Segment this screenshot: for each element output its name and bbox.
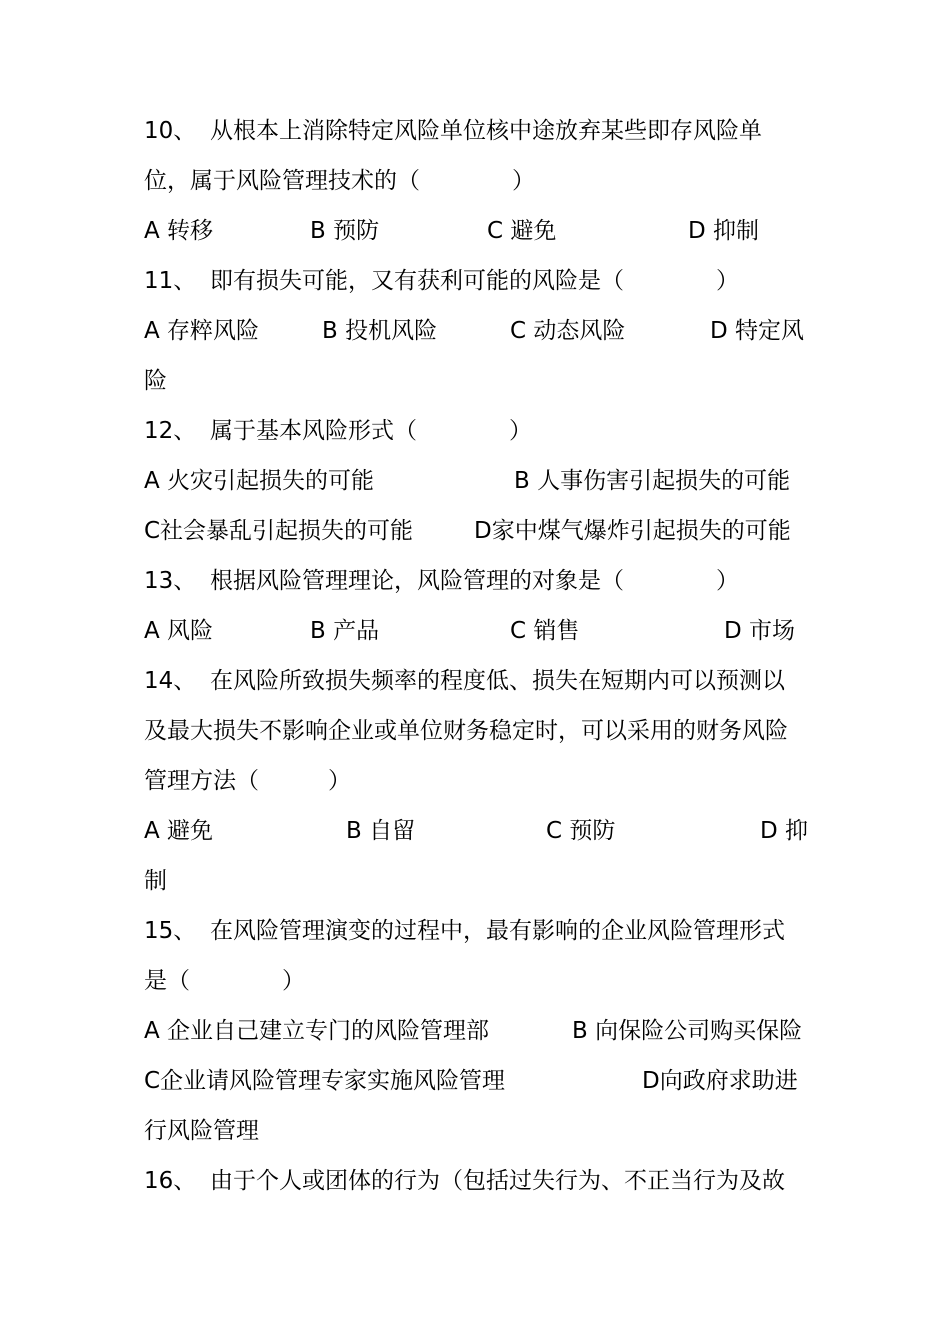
option-a: A 企业自己建立专门的风险管理部 bbox=[144, 1018, 490, 1044]
option-c: C 避免 bbox=[487, 218, 557, 244]
option-b: B 向保险公司购买保险 bbox=[572, 1018, 803, 1044]
question-stem-text: 及最大损失不影响企业或单位财务稳定时，可以采用的财务风险 bbox=[144, 718, 788, 744]
question-number: 12、 bbox=[144, 418, 197, 444]
question-15-stem-line-2 bbox=[144, 956, 810, 1006]
option-d: D 抑 bbox=[760, 818, 809, 844]
option-b: B 投机风险 bbox=[322, 318, 438, 344]
option-a: A 避免 bbox=[144, 818, 214, 844]
question-stem-text: 根据风险管理理论，风险管理的对象是（ ） bbox=[210, 568, 739, 594]
question-number: 13、 bbox=[144, 568, 197, 594]
question-10-stem-line-2 bbox=[144, 156, 810, 206]
question-stem-text: 在风险所致损失频率的程度低、损失在短期内可以预测以 bbox=[210, 668, 785, 694]
option-d-continued: 制 bbox=[144, 868, 167, 894]
question-stem-text: 管理方法（ ） bbox=[144, 768, 351, 794]
question-stem-text: 在风险管理演变的过程中，最有影响的企业风险管理形式 bbox=[210, 918, 785, 944]
option-c: C 预防 bbox=[546, 818, 616, 844]
question-stem-text: 位，属于风险管理技术的（ ） bbox=[144, 168, 535, 194]
question-number: 16、 bbox=[144, 1168, 197, 1194]
question-15-options-row-1 bbox=[144, 1006, 810, 1056]
option-a: A 火灾引起损失的可能 bbox=[144, 468, 375, 494]
option-a: A 转移 bbox=[144, 218, 214, 244]
question-14-stem-line-3 bbox=[144, 756, 810, 806]
question-11-options bbox=[144, 306, 810, 356]
question-13-options bbox=[144, 606, 810, 656]
question-14-options bbox=[144, 806, 810, 856]
question-13-stem-line-1 bbox=[144, 556, 810, 606]
option-c: C 动态风险 bbox=[510, 318, 626, 344]
option-b: B 自留 bbox=[346, 818, 416, 844]
question-number: 15、 bbox=[144, 918, 197, 944]
option-d: D 市场 bbox=[724, 618, 796, 644]
option-d-continued: 行风险管理 bbox=[144, 1118, 259, 1144]
option-a: A 风险 bbox=[144, 618, 214, 644]
question-12-options-row-2 bbox=[144, 506, 810, 556]
question-12-options-row-1 bbox=[144, 456, 810, 506]
question-10-options bbox=[144, 206, 810, 256]
question-16-stem-line-1 bbox=[144, 1156, 810, 1206]
question-stem-text: 是（ ） bbox=[144, 968, 305, 994]
option-d-continued: 险 bbox=[144, 368, 167, 394]
question-11-options-wrap bbox=[144, 356, 810, 406]
question-14-stem-line-2 bbox=[144, 706, 810, 756]
option-d: D 抑制 bbox=[688, 218, 760, 244]
question-14-stem-line-1 bbox=[144, 656, 810, 706]
question-15-stem-line-1 bbox=[144, 906, 810, 956]
question-number: 10、 bbox=[144, 118, 197, 144]
option-b: B 产品 bbox=[310, 618, 380, 644]
option-b: B 预防 bbox=[310, 218, 380, 244]
option-c: C 销售 bbox=[510, 618, 580, 644]
question-stem-text: 从根本上消除特定风险单位核中途放弃某些即存风险单 bbox=[210, 118, 762, 144]
question-14-options-wrap bbox=[144, 856, 810, 906]
question-stem-text: 由于个人或团体的行为（包括过失行为、不正当行为及故 bbox=[210, 1168, 785, 1194]
option-c: C社会暴乱引起损失的可能 bbox=[144, 518, 414, 544]
question-15-options-wrap bbox=[144, 1106, 810, 1156]
option-b: B 人事伤害引起损失的可能 bbox=[514, 468, 791, 494]
option-c: C企业请风险管理专家实施风险管理 bbox=[144, 1068, 506, 1094]
question-12-stem-line-1 bbox=[144, 406, 810, 456]
option-a: A 存粹风险 bbox=[144, 318, 260, 344]
question-number: 14、 bbox=[144, 668, 197, 694]
question-stem-text: 即有损失可能，又有获利可能的风险是（ ） bbox=[210, 268, 739, 294]
option-d: D家中煤气爆炸引起损失的可能 bbox=[474, 518, 791, 544]
option-d: D向政府求助进 bbox=[642, 1068, 798, 1094]
question-number: 11、 bbox=[144, 268, 197, 294]
question-11-stem-line-1 bbox=[144, 256, 810, 306]
question-10-stem-line-1 bbox=[144, 106, 810, 156]
question-stem-text: 属于基本风险形式（ ） bbox=[210, 418, 532, 444]
question-15-options-row-2 bbox=[144, 1056, 810, 1106]
option-d: D 特定风 bbox=[710, 318, 805, 344]
